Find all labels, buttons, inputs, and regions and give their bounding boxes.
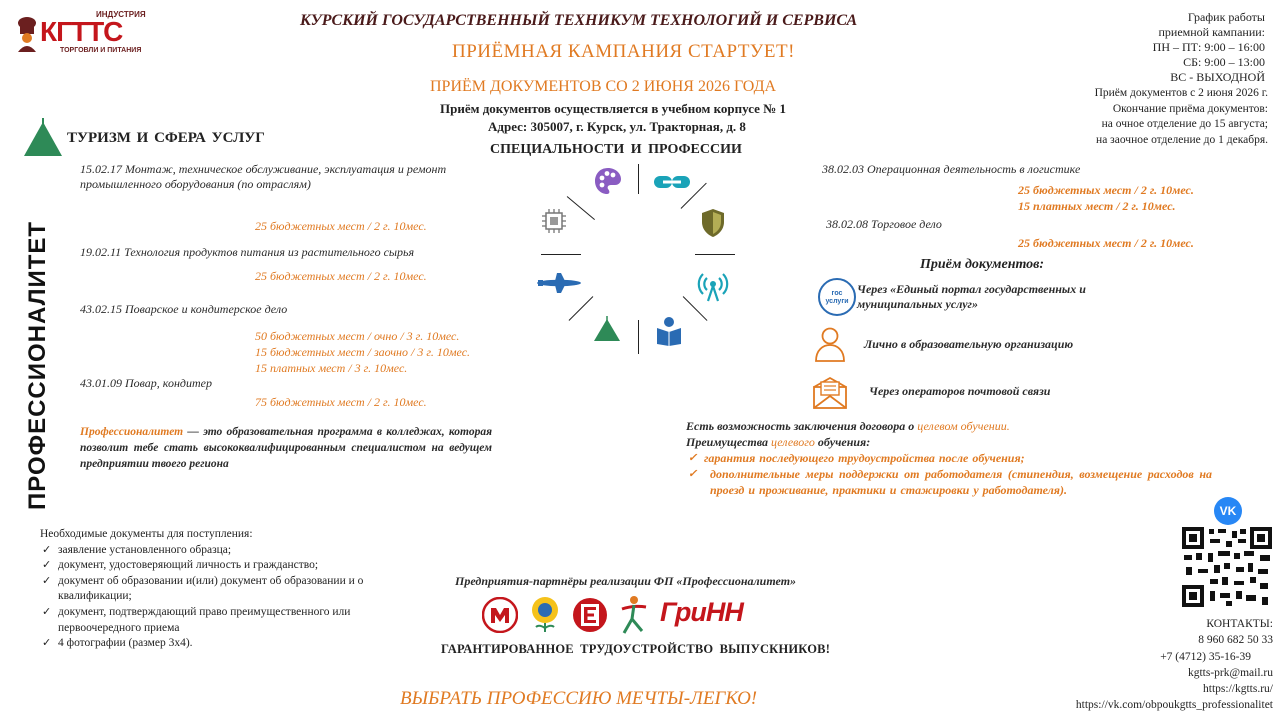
profi-text: — это образовательная программа в колледжах, которая позволит тебе стать высококвалифицированным специалистом на ведущем предприятии твоего региона — [80, 426, 492, 470]
gosuslugi-badge: гос услуги — [825, 290, 849, 305]
list-item: ✓ документ, удостоверяющий личность и гражданство; — [40, 558, 370, 574]
target-line1-prefix: Есть возможность заключения договора о — [686, 419, 918, 433]
microchip-icon — [541, 208, 567, 234]
guarantee-text: ГАРАНТИРОВАННОЕ ТРУДОУСТРОЙСТВО ВЫПУСКНИКОВ! — [441, 642, 831, 656]
palette-icon — [593, 166, 623, 196]
person-icon — [813, 326, 847, 362]
target-benefits-list — [686, 450, 1212, 498]
email-link[interactable]: kgtts-prk@mail.ru — [1187, 666, 1273, 679]
campaign-title: ПРИЁМНАЯ КАМПАНИЯ СТАРТУЕТ! — [452, 41, 795, 62]
documents-title: Необходимые документы для поступления: — [40, 528, 253, 540]
program-title: 15.02.17 Монтаж, техническое обслуживание, эксплуатация и ремонт промышленного оборудования (по отраслям) — [80, 162, 447, 191]
program-seats: 25 бюджетных мест / 2 г. 10мес. — [1018, 236, 1194, 250]
documents-list — [40, 543, 370, 652]
phone-mobile[interactable]: 8 960 682 50 33 — [1198, 634, 1273, 647]
gosuslugi-icon — [818, 278, 856, 316]
list-item: ✓ дополнительные меры поддержки от работодателя (стипендия, возмещение расходов на проезд и проживание, практики и стажировки у работодателя). — [686, 466, 1212, 498]
tent-icon — [22, 118, 64, 158]
docs-place: Приём документов осуществляется в учебном корпусе № 1 — [440, 101, 787, 116]
chain-link-icon — [653, 172, 691, 192]
schedule-line: ВС - ВЫХОДНОЙ — [1170, 70, 1265, 84]
target-line2-prefix: Преимущества — [686, 435, 771, 449]
deadline-line: на очное отделение до 15 августа; — [1101, 118, 1268, 130]
deadline-line: на заочное отделение до 1 декабря. — [1096, 133, 1268, 146]
docs-start-title: ПРИЁМ ДОКУМЕНТОВ СО 2 ИЮНЯ 2026 ГОДА — [430, 78, 777, 95]
target-block — [686, 418, 1212, 498]
target-line1 — [686, 418, 1212, 434]
grinn-logo: ГриНН — [660, 597, 743, 627]
target-term: целевого — [770, 435, 815, 449]
program-title: 43.02.15 Поварское и кондитерское дело — [80, 302, 288, 316]
antenna-icon — [697, 270, 729, 302]
mail-envelope-icon — [812, 376, 848, 410]
submission-gosuslugi-label: Через «Единый портал государственных и муниципальных услуг» — [857, 282, 1086, 311]
schedule-line: СБ: 9:00 – 13:00 — [1183, 55, 1265, 69]
logo — [12, 10, 152, 56]
list-item: ✓ документ об образовании и(или) документ об образовании и о квалификации; — [40, 574, 370, 605]
sunflower-logo — [528, 595, 562, 633]
logo-top-text: ИНДУСТРИЯ — [96, 10, 146, 19]
phone-landline[interactable]: +7 (4712) 35-16-39 — [1160, 650, 1251, 663]
vk-badge-text: VK — [1219, 504, 1237, 518]
program-title: 19.02.11 Технология продуктов питания из растительного сырья — [80, 245, 415, 259]
program-seats: 25 бюджетных мест / 2 г. 10мес. — [255, 269, 427, 283]
schedule-line: ПН – ПТ: 9:00 – 16:00 — [1152, 40, 1265, 54]
program-seats: 25 бюджетных мест / 2 г. 10мес. — [1018, 183, 1194, 197]
list-item: ✓ 4 фотографии (размер 3х4). — [40, 636, 370, 652]
program-seats: 50 бюджетных мест / очно / 3 г. 10мес. — [255, 329, 460, 343]
target-term: целевом обучении. — [917, 419, 1010, 433]
program-seats: 25 бюджетных мест / 2 г. 10мес. — [255, 219, 427, 233]
tent-small-icon — [593, 316, 621, 342]
contacts-title: КОНТАКТЫ: — [1206, 618, 1273, 630]
chef-icon — [14, 16, 40, 52]
schedule-block — [1153, 10, 1265, 85]
magnit-logo — [482, 597, 518, 633]
submission-personal-label: Лично в образовательную организацию — [864, 337, 1074, 351]
address: Адрес: 305007, г. Курск, ул. Тракторная, д. 8 — [488, 119, 746, 134]
vk-icon[interactable] — [1214, 497, 1242, 525]
deadline-line: Приём документов с 2 июня 2026 г. — [1094, 87, 1268, 99]
list-item: ✓ гарантия последующего трудоустройства после обучения; — [686, 450, 1212, 466]
list-item: ✓ документ, подтверждающий право преимущественного или первоочередного приема — [40, 605, 370, 636]
airplane-icon — [535, 272, 583, 294]
deadlines-block — [1095, 86, 1268, 148]
program-title: 43.01.09 Повар, кондитер — [80, 376, 212, 390]
contacts-block — [1076, 616, 1273, 714]
logo-main-text: КГТТС — [40, 16, 123, 47]
figure-logo — [616, 595, 650, 635]
website-link[interactable]: https://kgtts.ru/ — [1203, 683, 1273, 696]
partners-logos — [482, 595, 752, 635]
schedule-line: График работы — [1187, 10, 1265, 24]
program-title: 38.02.03 Операционная деятельность в логистике — [822, 162, 1081, 176]
specialties-title: СПЕЦИАЛЬНОСТИ И ПРОФЕССИИ — [490, 142, 742, 157]
target-line2 — [686, 434, 1212, 450]
icon-wheel — [533, 160, 743, 360]
list-item: ✓ заявление установленного образца; — [40, 543, 370, 559]
program-seats: 15 бюджетных мест / заочно / 3 г. 10мес. — [255, 345, 471, 359]
submission-title: Приём документов: — [920, 257, 1045, 272]
documents-block — [40, 527, 370, 652]
slogan: ВЫБРАТЬ ПРОФЕССИЮ МЕЧТЫ-ЛЕГКО! — [400, 688, 758, 709]
program-seats: 15 платных мест / 2 г. 10мес. — [1018, 199, 1176, 213]
vk-link[interactable]: https://vk.com/obpoukgtts_professionalitet — [1075, 699, 1273, 712]
profi-description — [80, 424, 492, 472]
cluster-title: ТУРИЗМ И СФЕРА УСЛУГ — [67, 130, 265, 146]
program-seats: 75 бюджетных мест / 2 г. 10мес. — [255, 395, 427, 409]
profi-term: Профессионалитет — [80, 426, 184, 438]
program-seats: 15 платных мест / 3 г. 10мес. — [255, 361, 408, 375]
qr-code-icon[interactable] — [1182, 527, 1272, 607]
schedule-line: приемной кампании: — [1158, 25, 1265, 39]
target-line2-suffix: обучения: — [814, 435, 871, 449]
shield-icon — [701, 208, 725, 238]
e-logo — [572, 597, 608, 633]
professionalitet-vertical: ПРОФЕССИОНАЛИТЕТ — [24, 220, 51, 510]
logo-bottom-text: ТОРГОВЛИ И ПИТАНИЯ — [60, 47, 142, 54]
partners-title: Предприятия-партнёры реализации ФП «Профессионалитет» — [455, 574, 797, 588]
deadline-line: Окончание приёма документов: — [1112, 102, 1268, 115]
program-title: 38.02.08 Торговое дело — [826, 217, 942, 231]
reading-person-icon — [655, 316, 683, 346]
submission-post-label: Через операторов почтовой связи — [869, 384, 1051, 398]
college-title: КУРСКИЙ ГОСУДАРСТВЕННЫЙ ТЕХНИКУМ ТЕХНОЛОГИЙ И СЕРВИСА — [300, 12, 858, 29]
